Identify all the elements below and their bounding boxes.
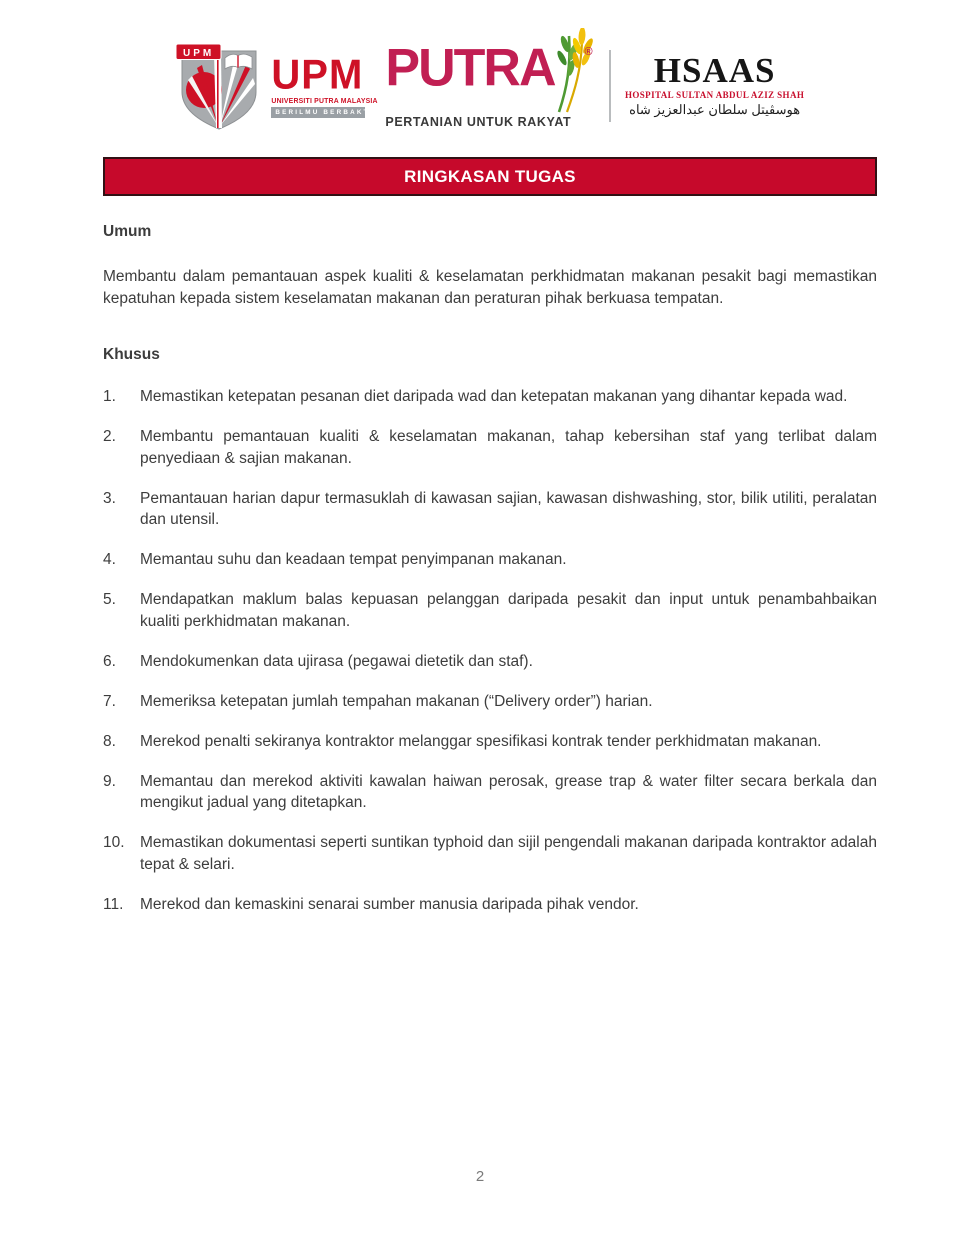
task-item-4 xyxy=(103,549,877,571)
task-item-5 xyxy=(103,589,877,632)
task-item-8 xyxy=(103,731,877,753)
task-text: Merekod penalti sekiranya kontraktor melanggar spesifikasi kontrak tender perkhidmatan makanan. xyxy=(140,732,822,750)
document-body xyxy=(0,223,960,915)
task-item-3 xyxy=(103,488,877,531)
task-item-6 xyxy=(103,651,877,673)
task-text: Memastikan ketepatan pesanan diet daripada wad dan ketepatan makanan yang dihantar kepada wad. xyxy=(140,388,848,405)
page-number: 2 xyxy=(475,1168,485,1185)
task-number: 2. xyxy=(103,428,116,445)
task-item-9 xyxy=(103,771,877,814)
hsaas-hospital-name: HOSPITAL SULTAN ABDUL AZIZ SHAH xyxy=(624,90,805,100)
task-number: 6. xyxy=(103,652,116,670)
upm-crest-icon xyxy=(175,40,263,132)
task-number: 3. xyxy=(103,489,116,507)
hsaas-acronym: HSAAS xyxy=(653,51,776,90)
task-text: Mendapatkan maklum balas kepuasan pelanggan daripada pesakit dan input untuk penambahbaikan kualiti perkhidmatan makanan. xyxy=(140,591,877,630)
task-list xyxy=(103,386,877,915)
task-number: 7. xyxy=(103,692,116,710)
task-number: 8. xyxy=(103,732,116,750)
upm-motto: BERILMU BERBAKTI xyxy=(271,107,365,118)
task-number: 5. xyxy=(103,591,116,608)
task-text: Memantau suhu dan keadaan tempat penyimpanan makanan. xyxy=(140,551,567,568)
section-heading-umum: Umum xyxy=(103,223,152,240)
putra-logo xyxy=(385,37,593,129)
putra-wordmark: PUTRA xyxy=(385,37,555,98)
upm-university-name: UNIVERSITI PUTRA MALAYSIA xyxy=(271,97,378,105)
crest-upm-text: UPM xyxy=(183,48,215,59)
task-number: 4. xyxy=(103,551,116,568)
task-item-11 xyxy=(103,894,877,916)
task-item-1 xyxy=(103,386,877,408)
registered-trademark-icon: ® xyxy=(584,45,593,58)
task-text: Merekod dan kemaskini senarai sumber manusia daripada pihak vendor. xyxy=(140,895,639,913)
upm-acronym: UPM xyxy=(271,51,364,98)
header-logos xyxy=(14,0,960,132)
task-text: Membantu pemantauan kualiti & keselamatan makanan, tahap kebersihan staf yang terlibat dalam penyediaan & sajian makanan. xyxy=(140,428,877,467)
title-banner xyxy=(103,157,877,196)
putra-tagline: PERTANIAN UNTUK RAKYAT xyxy=(385,114,572,129)
task-text: Mendokumenkan data ujirasa (pegawai dietetik dan staf). xyxy=(140,652,533,670)
task-item-10 xyxy=(103,832,877,875)
hsaas-jawi-text: هوسڤيتل سلطان عبدالعزيز شاه xyxy=(629,102,801,117)
task-number: 11. xyxy=(103,895,124,913)
section-heading-khusus: Khusus xyxy=(103,346,160,363)
task-text: Memastikan dokumentasi seperti suntikan typhoid dan sijil pengendali makanan daripada kontraktor adalah tepat & selari. xyxy=(140,834,877,873)
task-item-2 xyxy=(103,426,877,469)
upm-wordmark xyxy=(271,51,378,118)
logo-divider xyxy=(609,50,611,122)
task-number: 1. xyxy=(103,388,116,405)
umum-paragraph: Membantu dalam pemantauan aspek kualiti & keselamatan perkhidmatan makanan pesakit bagi memastikan kepatuhan kepada sistem keselamatan makanan dan peraturan pihak berkuasa tempatan. xyxy=(103,268,877,307)
task-number: 10. xyxy=(103,834,125,851)
task-text: Memeriksa ketepatan jumlah tempahan makanan (“Delivery order”) harian. xyxy=(140,692,653,710)
task-text: Memantau dan merekod aktiviti kawalan haiwan perosak, grease trap & water filter secara berkala dan mengikut jadual yang ditetapkan. xyxy=(140,772,877,811)
task-text: Pemantauan harian dapur termasuklah di kawasan sajian, kawasan dishwashing, stor, bilik utiliti, peralatan dan utensil. xyxy=(140,489,877,528)
hsaas-logo xyxy=(624,51,805,118)
page-title: RINGKASAN TUGAS xyxy=(404,166,576,186)
task-item-7 xyxy=(103,691,877,713)
task-number: 9. xyxy=(103,772,116,790)
